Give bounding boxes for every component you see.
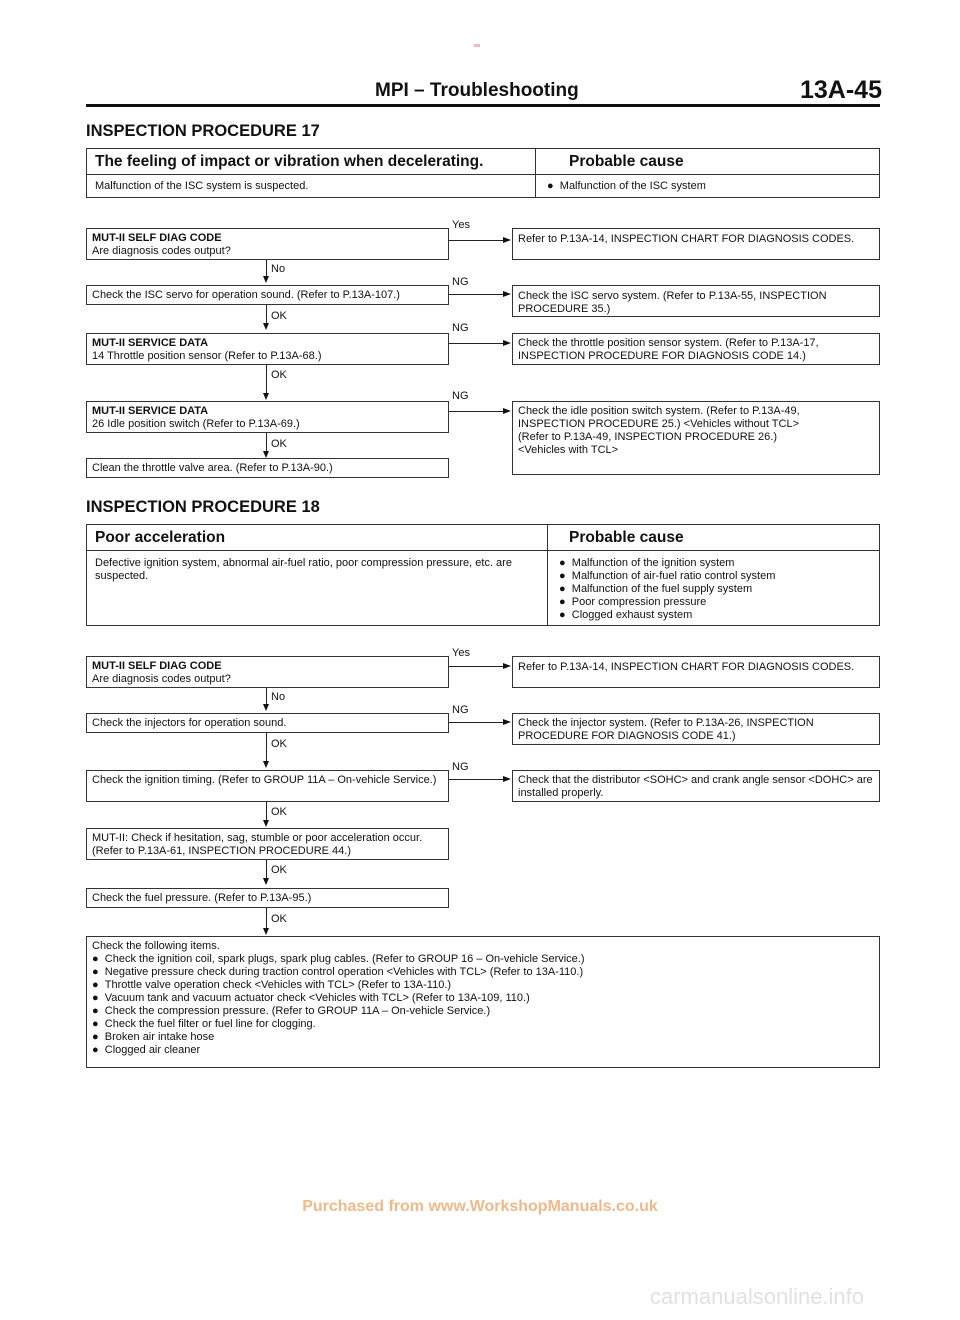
connector [449, 240, 503, 241]
proc17-step3-next: OK [271, 369, 287, 381]
arrow-down-icon [263, 393, 269, 400]
arrow-right-icon [503, 237, 511, 243]
bullet-icon: ● [559, 596, 566, 608]
bullet-icon: ● [92, 992, 99, 1004]
bullet-icon: ● [92, 953, 99, 965]
connector [266, 733, 267, 763]
arrow-right-icon [503, 719, 511, 725]
proc18-step4: MUT-II: Check if hesitation, sag, stumble or poor acceleration occur. (Refer to P.13A-61, INSPECTION PROCEDURE 44.) [92, 832, 423, 857]
proc17-result3: Check the throttle position sensor system. (Refer to P.13A-17, INSPECTION PROCEDURE FOR DIAGNOSIS CODE 14.) [518, 337, 819, 362]
arrow-right-icon [503, 408, 511, 414]
watermark: carmanualsonline.info [650, 1284, 865, 1309]
arrow-down-icon [263, 451, 269, 458]
proc18-final: Check the following items. ● Check the ignition coil, spark plugs, spark plug cables. (Refer to GROUP 16 – On-vehicle Service.) ● Negative pressure check during traction control operation <Vehicles with TCL> (Refer to 13A-110.) ● Throttle valve operation check <Vehicles with TCL> (Refer to 13A-110.) ● Vacuum tank and vacuum actuator check <Vehicles with TCL> (Refer to 13A-109, 110.) ● Check the compression pressure. (Refer to GROUP 11A – On-vehicle Service.) ● Check the fuel filter or fuel line for clogging. ● Broken air intake hose ● Clogged air cleaner [92, 940, 872, 1057]
proc17-result4: Check the idle position switch system. (Refer to P.13A-49, INSPECTION PROCEDURE 25.) <Vehicles without TCL> (Refer to P.13A-49, INSPECTION PROCEDURE 26.) <Vehicles with TCL> [518, 405, 800, 456]
list-item: ● Check the ignition coil, spark plugs, spark plug cables. (Refer to GROUP 16 – On-vehicle Service.) [92, 953, 585, 965]
bullet-icon: ● [92, 1018, 99, 1030]
proc18-result3: Check that the distributor <SOHC> and crank angle sensor <DOHC> are installed properly. [518, 774, 873, 799]
connector [266, 908, 267, 930]
bullet-icon: ● [92, 1005, 99, 1017]
proc18-step2-branch: NG [452, 704, 469, 716]
arrow-down-icon [263, 276, 269, 283]
proc18-result2: Check the injector system. (Refer to P.13A-26, INSPECTION PROCEDURE FOR DIAGNOSIS CODE 41.) [518, 717, 814, 742]
connector [449, 411, 503, 412]
proc18-step1: MUT-II SELF DIAG CODE Are diagnosis codes output? [92, 660, 231, 685]
proc17-step1-next: No [271, 263, 286, 275]
proc17-result2: Check the ISC servo system. (Refer to P.13A-55, INSPECTION PROCEDURE 35.) [518, 290, 827, 315]
header-mark [474, 44, 480, 47]
arrow-right-icon [503, 776, 511, 782]
proc17-step3: MUT-II SERVICE DATA 14 Throttle position sensor (Refer to P.13A-68.) [92, 337, 322, 362]
proc18-symptom: Poor acceleration [95, 529, 226, 546]
proc18-step3-next: OK [271, 806, 287, 818]
proc18-step4-next: OK [271, 864, 287, 876]
list-item: ● Vacuum tank and vacuum actuator check <Vehicles with TCL> (Refer to 13A-109, 110.) [92, 992, 530, 1004]
list-item: ● Check the compression pressure. (Refer to GROUP 11A – On-vehicle Service.) [92, 1005, 491, 1017]
connector [266, 860, 267, 880]
proc18-heading: INSPECTION PROCEDURE 18 [86, 498, 320, 516]
bullet-icon: ● [559, 583, 566, 595]
connector [449, 779, 503, 780]
bullet-icon: ● [92, 1044, 99, 1056]
list-item: ● Clogged exhaust system [559, 609, 693, 621]
proc17-step1-branch: Yes [452, 219, 470, 231]
proc18-step2-next: OK [271, 738, 287, 750]
proc17-step3-branch: NG [452, 322, 469, 334]
proc17-step4-next: OK [271, 438, 287, 450]
proc18-cause-label: Probable cause [569, 529, 684, 546]
proc17-cause-item: ● Malfunction of the ISC system [547, 180, 706, 192]
proc17-result1: Refer to P.13A-14, INSPECTION CHART FOR DIAGNOSIS CODES. [518, 233, 855, 245]
proc17-cause-label: Probable cause [569, 153, 684, 170]
header-rule [86, 104, 880, 107]
list-item: ● Clogged air cleaner [92, 1044, 201, 1056]
connector [449, 343, 503, 344]
connector [266, 305, 267, 325]
bullet-icon: ● [547, 180, 554, 192]
bullet-icon: ● [92, 979, 99, 991]
proc17-description: Malfunction of the ISC system is suspected. [95, 180, 309, 192]
list-item: ● Check the fuel filter or fuel line for clogging. [92, 1018, 316, 1030]
connector [449, 722, 503, 723]
arrow-down-icon [263, 928, 269, 935]
bullet-icon: ● [92, 1031, 99, 1043]
connector [449, 294, 503, 295]
arrow-down-icon [263, 761, 269, 768]
bullet-icon: ● [559, 609, 566, 621]
proc18-step1-branch: Yes [452, 647, 470, 659]
proc18-description: Defective ignition system, abnormal air-fuel ratio, poor compression pressure, etc. are suspected. [95, 557, 512, 582]
proc17-step2-branch: NG [452, 276, 469, 288]
arrow-right-icon [503, 340, 511, 346]
page-number: 13A-45 [800, 76, 882, 104]
proc17-step4-branch: NG [452, 390, 469, 402]
list-item: ● Throttle valve operation check <Vehicles with TCL> (Refer to 13A-110.) [92, 979, 452, 991]
proc17-step2: Check the ISC servo for operation sound. (Refer to P.13A-107.) [92, 289, 400, 301]
proc18-step3: Check the ignition timing. (Refer to GROUP 11A – On-vehicle Service.) [92, 774, 437, 786]
list-item: ● Broken air intake hose [92, 1031, 215, 1043]
list-item: ● Poor compression pressure [559, 596, 707, 608]
proc18-summary-divider [547, 525, 548, 625]
proc18-step5-next: OK [271, 913, 287, 925]
arrow-down-icon [263, 878, 269, 885]
proc17-summary-table [86, 148, 880, 198]
arrow-right-icon [503, 291, 511, 297]
connector [266, 365, 267, 395]
proc18-step3-branch: NG [452, 761, 469, 773]
proc17-step4: MUT-II SERVICE DATA 26 Idle position switch (Refer to P.13A-69.) [92, 405, 300, 430]
source-footer-link[interactable]: Purchased from www.WorkshopManuals.co.uk [302, 1198, 658, 1215]
arrow-right-icon [503, 663, 511, 669]
list-item: ● Negative pressure check during traction control operation <Vehicles with TCL> (Refer to 13A-110.) [92, 966, 584, 978]
bullet-icon: ● [92, 966, 99, 978]
connector [449, 666, 503, 667]
list-item: ● Malfunction of the ignition system [559, 557, 735, 569]
connector [266, 433, 267, 453]
arrow-down-icon [263, 820, 269, 827]
proc18-cause-list [559, 557, 775, 622]
proc17-step5: Clean the throttle valve area. (Refer to P.13A-90.) [92, 462, 333, 474]
proc18-step1-next: No [271, 691, 286, 703]
proc17-step2-next: OK [271, 310, 287, 322]
proc18-summary-table [86, 524, 880, 626]
list-item: ● Malfunction of air-fuel ratio control system [559, 570, 776, 582]
arrow-down-icon [263, 323, 269, 330]
bullet-icon: ● [559, 570, 566, 582]
arrow-down-icon [263, 704, 269, 711]
bullet-icon: ● [559, 557, 566, 569]
list-item: ● Malfunction of the fuel supply system [559, 583, 753, 595]
proc18-step5: Check the fuel pressure. (Refer to P.13A-95.) [92, 892, 312, 904]
proc18-result1: Refer to P.13A-14, INSPECTION CHART FOR DIAGNOSIS CODES. [518, 661, 855, 673]
proc18-step2: Check the injectors for operation sound. [92, 717, 287, 729]
connector [266, 802, 267, 822]
proc17-heading: INSPECTION PROCEDURE 17 [86, 122, 320, 140]
proc17-step1: MUT-II SELF DIAG CODE Are diagnosis codes output? [92, 232, 231, 257]
page-title: MPI – Troubleshooting [375, 80, 579, 101]
proc17-summary-divider [535, 149, 536, 197]
proc17-symptom: The feeling of impact or vibration when decelerating. [95, 153, 484, 170]
